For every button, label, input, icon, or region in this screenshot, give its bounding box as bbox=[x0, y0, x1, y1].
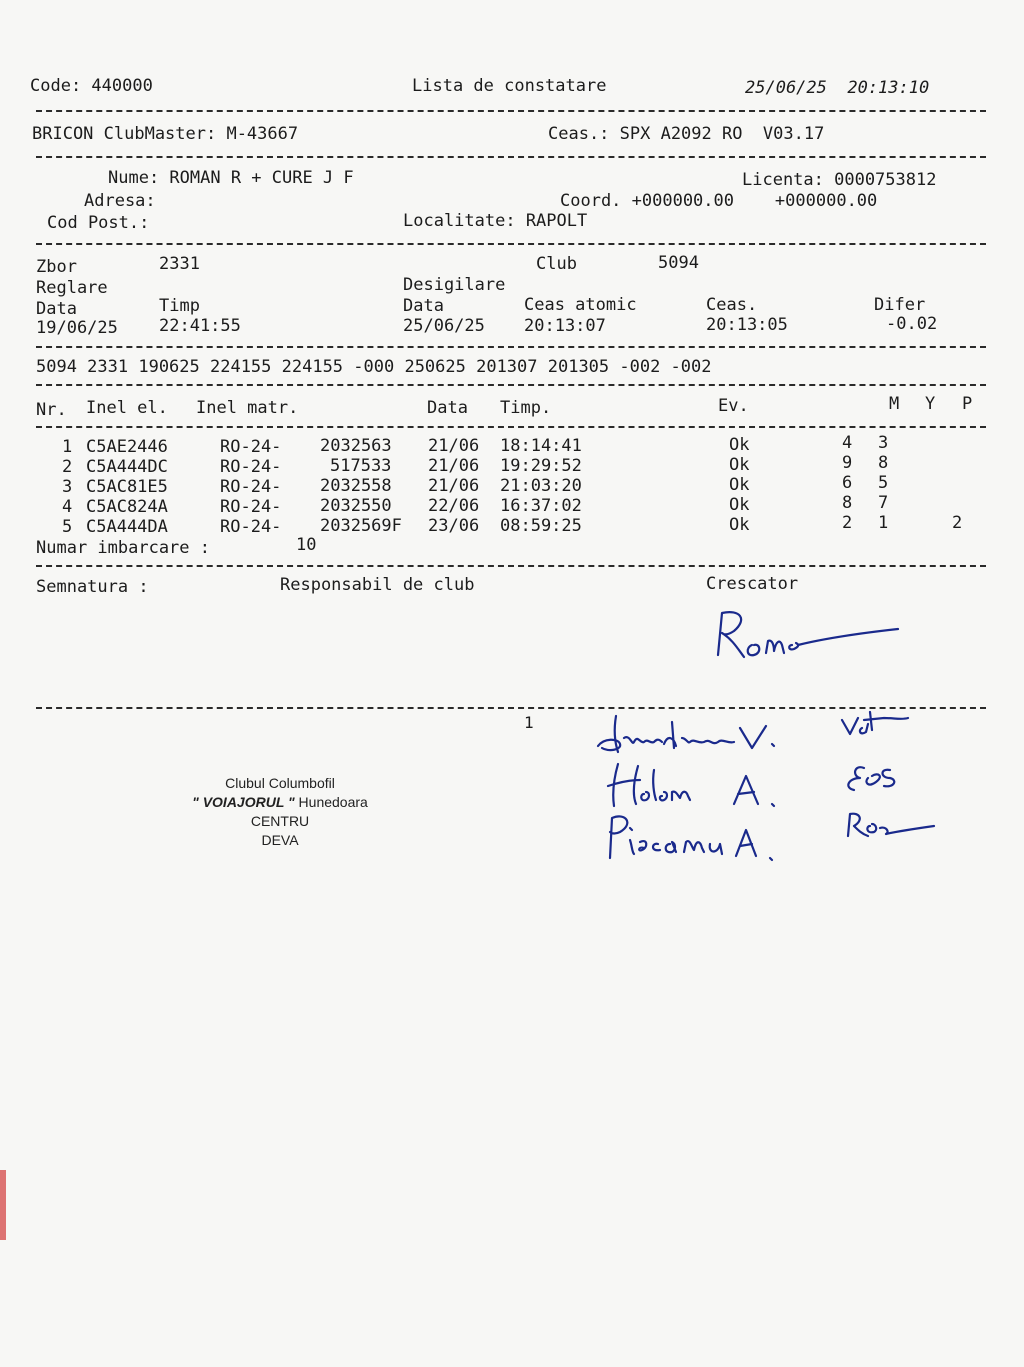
col-date-unsealing: Data bbox=[403, 296, 444, 316]
col-atomic-clock: Ceas atomic bbox=[524, 295, 637, 315]
coordinates: Coord. +000000.00 +000000.00 bbox=[560, 191, 878, 211]
row-event: Ok bbox=[729, 435, 750, 455]
setting-label: Reglare bbox=[36, 278, 108, 298]
setting-time: 22:41:55 bbox=[159, 316, 241, 336]
col-clock: Ceas. bbox=[706, 295, 758, 315]
row-ring-number: 517533 bbox=[330, 456, 392, 476]
divider bbox=[36, 384, 986, 386]
document-code: Code: 440000 bbox=[30, 76, 153, 96]
row-electronic-ring: C5A444DC bbox=[86, 457, 168, 477]
clock-id: Ceas.: SPX A2092 RO V03.17 bbox=[548, 124, 825, 144]
row-ring-number: 2032563 bbox=[320, 436, 392, 456]
col-difference: Difer bbox=[874, 295, 926, 315]
row-nr: 2 bbox=[62, 457, 73, 477]
club-stamp bbox=[160, 774, 400, 850]
row-ring-prefix: RO-24- bbox=[220, 437, 282, 457]
row-date: 22/06 bbox=[428, 496, 480, 516]
stamp-line-4: DEVA bbox=[261, 832, 299, 848]
col-date-setting: Data bbox=[36, 299, 77, 319]
stamp-city: Hunedoara bbox=[294, 794, 368, 810]
row-date: 23/06 bbox=[428, 516, 480, 536]
row-date: 21/06 bbox=[428, 436, 480, 456]
row-time: 21:03:20 bbox=[500, 476, 582, 496]
print-datetime: 25/06/25 20:13:10 bbox=[745, 78, 930, 98]
row-ring-prefix: RO-24- bbox=[220, 497, 282, 517]
row-ring-number: 2032558 bbox=[320, 476, 392, 496]
th-m: M bbox=[889, 394, 900, 414]
th-y: Y bbox=[925, 394, 936, 414]
basketing-count-label: Numar imbarcare : bbox=[36, 538, 210, 558]
row-event: Ok bbox=[729, 515, 750, 535]
divider bbox=[36, 565, 986, 567]
row-event: Ok bbox=[729, 455, 750, 475]
flight-number: 2331 bbox=[159, 254, 200, 274]
row-nr: 3 bbox=[62, 477, 73, 497]
difference-value: -0.02 bbox=[886, 314, 938, 334]
row-time: 08:59:25 bbox=[500, 516, 582, 536]
stamp-club-name: " VOIAJORUL " bbox=[192, 794, 295, 810]
club-number: 5094 bbox=[658, 253, 699, 273]
row-y: 8 bbox=[878, 453, 889, 473]
document-title: Lista de constatare bbox=[412, 76, 607, 96]
divider bbox=[36, 243, 986, 245]
th-electronic-ring: Inel el. bbox=[86, 398, 168, 418]
row-ring-number: 2032569F bbox=[320, 516, 402, 536]
divider bbox=[36, 426, 986, 428]
scan-edge-mark bbox=[0, 1170, 6, 1240]
th-time: Timp. bbox=[500, 398, 552, 418]
row-time: 18:14:41 bbox=[500, 436, 582, 456]
th-date: Data bbox=[427, 398, 468, 418]
th-p: P bbox=[962, 394, 973, 414]
committee-signatures bbox=[594, 708, 924, 868]
clubmaster-id: BRICON ClubMaster: M-43667 bbox=[32, 124, 299, 144]
th-ring-number: Inel matr. bbox=[196, 398, 299, 418]
row-ring-number: 2032550 bbox=[320, 496, 392, 516]
divider bbox=[36, 346, 986, 348]
row-nr: 5 bbox=[62, 517, 73, 537]
row-m: 9 bbox=[842, 453, 853, 473]
row-m: 6 bbox=[842, 473, 853, 493]
locality: Localitate: RAPOLT bbox=[403, 211, 588, 231]
divider bbox=[36, 110, 986, 112]
th-nr: Nr. bbox=[36, 400, 67, 420]
clock-time: 20:13:05 bbox=[706, 315, 788, 335]
row-date: 21/06 bbox=[428, 476, 480, 496]
row-date: 21/06 bbox=[428, 456, 480, 476]
stamp-line-1: Clubul Columbofil bbox=[225, 775, 335, 791]
row-ring-prefix: RO-24- bbox=[220, 477, 282, 497]
summary-code-line: 5094 2331 190625 224155 224155 -000 250625 201307 201305 -002 -002 bbox=[36, 357, 712, 377]
row-time: 19:29:52 bbox=[500, 456, 582, 476]
flight-label: Zbor bbox=[36, 257, 77, 277]
club-responsible-label: Responsabil de club bbox=[280, 575, 475, 595]
row-ring-prefix: RO-24- bbox=[220, 517, 282, 537]
row-nr: 4 bbox=[62, 497, 73, 517]
signature-label: Semnatura : bbox=[36, 577, 149, 597]
row-electronic-ring: C5A444DA bbox=[86, 517, 168, 537]
col-time-setting: Timp bbox=[159, 296, 200, 316]
postal-code-label: Cod Post.: bbox=[47, 213, 150, 233]
row-p: 2 bbox=[952, 513, 963, 533]
row-electronic-ring: C5AC824A bbox=[86, 497, 168, 517]
unsealing-date: 25/06/25 bbox=[403, 316, 485, 336]
row-y: 1 bbox=[878, 513, 889, 533]
row-ring-prefix: RO-24- bbox=[220, 457, 282, 477]
page-number: 1 bbox=[524, 713, 534, 732]
row-event: Ok bbox=[729, 475, 750, 495]
row-event: Ok bbox=[729, 495, 750, 515]
row-m: 2 bbox=[842, 513, 853, 533]
row-nr: 1 bbox=[62, 437, 73, 457]
breeder-signature bbox=[712, 605, 912, 665]
th-event: Ev. bbox=[718, 396, 749, 416]
row-m: 4 bbox=[842, 433, 853, 453]
row-y: 5 bbox=[878, 473, 889, 493]
row-y: 7 bbox=[878, 493, 889, 513]
row-electronic-ring: C5AE2446 bbox=[86, 437, 168, 457]
unsealing-label: Desigilare bbox=[403, 275, 506, 295]
stamp-line-3: CENTRU bbox=[250, 813, 310, 829]
address-label: Adresa: bbox=[84, 191, 156, 211]
row-electronic-ring: C5AC81E5 bbox=[86, 477, 168, 497]
club-label: Club bbox=[536, 254, 577, 274]
basketing-count-value: 10 bbox=[296, 535, 317, 555]
owner-name: Nume: ROMAN R + CURE J F bbox=[108, 168, 354, 188]
divider bbox=[36, 156, 986, 158]
breeder-label: Crescator bbox=[706, 574, 799, 594]
setting-date: 19/06/25 bbox=[36, 318, 118, 338]
atomic-clock-time: 20:13:07 bbox=[524, 316, 606, 336]
row-time: 16:37:02 bbox=[500, 496, 582, 516]
license-number: Licenta: 0000753812 bbox=[742, 170, 937, 190]
stamp-line-2 bbox=[160, 793, 400, 812]
row-m: 8 bbox=[842, 493, 853, 513]
row-y: 3 bbox=[878, 433, 889, 453]
